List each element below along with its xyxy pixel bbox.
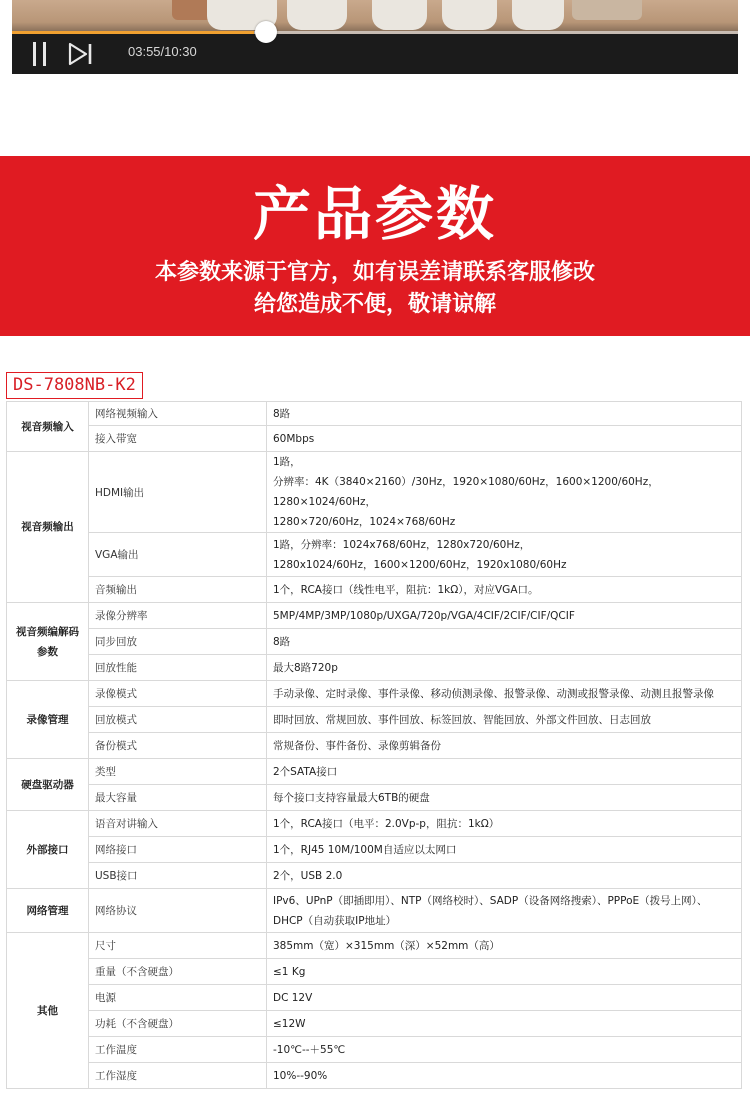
spec-item-name: 功耗（不含硬盘）	[89, 1011, 267, 1037]
spec-item-name: USB接口	[89, 863, 267, 889]
spec-item-value: 最大8路720p	[267, 655, 742, 681]
spec-row	[7, 452, 742, 533]
spec-item-value: 2个SATA接口	[267, 759, 742, 785]
spec-item-value: 60Mbps	[267, 426, 742, 452]
video-frame-detail	[512, 0, 564, 30]
spec-table	[6, 401, 742, 1089]
spec-row	[7, 402, 742, 426]
spec-item-name: 录像模式	[89, 681, 267, 707]
spec-row	[7, 681, 742, 707]
spec-item-value: 2个，USB 2.0	[267, 863, 742, 889]
spec-row	[7, 985, 742, 1011]
spec-row	[7, 533, 742, 577]
spec-value-line: 1280×720/60Hz，1024×768/60Hz	[273, 516, 456, 528]
pause-icon	[43, 42, 46, 66]
spec-group-label: 视音频输出	[7, 452, 89, 603]
next-button[interactable]	[66, 40, 94, 68]
spec-row	[7, 603, 742, 629]
banner-notice-line: 给您造成不便，敬请谅解	[253, 292, 496, 317]
spec-item-value: DC 12V	[267, 985, 742, 1011]
spec-item-value: 1个，RJ45 10M/100M自适应以太网口	[267, 837, 742, 863]
spec-row	[7, 759, 742, 785]
video-player[interactable]	[12, 0, 738, 74]
spec-item-value: 每个接口支持容量最大6TB的硬盘	[267, 785, 742, 811]
video-frame-detail	[172, 0, 212, 20]
spec-item-name: 录像分辨率	[89, 603, 267, 629]
spec-item-value	[267, 533, 742, 577]
spec-row	[7, 426, 742, 452]
spec-item-name: 接入带宽	[89, 426, 267, 452]
spec-value-line: DHCP（自动获取IP地址）	[273, 914, 397, 927]
spec-item-value	[267, 889, 742, 933]
spec-item-name: 尺寸	[89, 933, 267, 959]
spec-row	[7, 785, 742, 811]
banner-title: 产品参数	[252, 180, 497, 248]
spec-item-name: HDMI输出	[89, 452, 267, 533]
spec-value-line: IPv6、UPnP（即插即用）、NTP（网络校时）、SADP（设备网络搜索）、PPPoE（拨号上网）、	[273, 894, 708, 907]
banner-notice-line: 本参数来源于官方，如有误差请联系客服修改	[154, 260, 595, 285]
spec-row	[7, 1037, 742, 1063]
spec-item-value: ≤12W	[267, 1011, 742, 1037]
spec-item-name: 工作湿度	[89, 1063, 267, 1089]
video-control-bar	[12, 34, 738, 74]
spec-item-value: -10℃--＋55℃	[267, 1037, 742, 1063]
spec-item-name: 网络视频输入	[89, 402, 267, 426]
spec-row	[7, 959, 742, 985]
spec-item-name: 语音对讲输入	[89, 811, 267, 837]
spec-row	[7, 889, 742, 933]
spec-group-label: 外部接口	[7, 811, 89, 889]
spec-row	[7, 837, 742, 863]
spec-item-name: 同步回放	[89, 629, 267, 655]
spec-item-value: 10%--90%	[267, 1063, 742, 1089]
spec-item-name: VGA输出	[89, 533, 267, 577]
spec-group-label: 其他	[7, 933, 89, 1089]
spec-item-value: 8路	[267, 402, 742, 426]
spec-group-label: 视音频编解码参数	[7, 603, 89, 681]
spec-item-name: 电源	[89, 985, 267, 1011]
video-frame-detail	[372, 0, 427, 30]
video-frame-detail	[442, 0, 497, 30]
spec-row	[7, 707, 742, 733]
spec-row	[7, 1063, 742, 1089]
progress-fill	[12, 31, 254, 34]
spec-row	[7, 811, 742, 837]
spec-item-name: 类型	[89, 759, 267, 785]
spec-group-label: 录像管理	[7, 681, 89, 759]
spec-row	[7, 733, 742, 759]
spec-item-value: 手动录像、定时录像、事件录像、移动侦测录像、报警录像、动测或报警录像、动测且报警录像	[267, 681, 742, 707]
time-display: 03:55/10:30	[128, 44, 197, 59]
pause-icon	[33, 42, 36, 66]
spec-group-label: 视音频输入	[7, 402, 89, 452]
spec-item-name: 音频输出	[89, 577, 267, 603]
spec-row	[7, 577, 742, 603]
spec-row	[7, 933, 742, 959]
spec-row	[7, 863, 742, 889]
spec-item-value: ≤1 Kg	[267, 959, 742, 985]
spec-value-line: 1280x1024/60Hz，1600×1200/60Hz，1920x1080/60Hz	[273, 558, 567, 571]
spec-item-name: 回放模式	[89, 707, 267, 733]
spec-item-name: 网络接口	[89, 837, 267, 863]
pause-button[interactable]	[30, 42, 52, 66]
spec-row	[7, 655, 742, 681]
spec-item-name: 重量（不含硬盘）	[89, 959, 267, 985]
spec-value-line: 1路，分辨率：1024x768/60Hz，1280x720/60Hz，	[273, 538, 531, 551]
spec-value-line: 分辨率：4K（3840×2160）/30Hz，1920×1080/60Hz，1600×1200/60Hz，1280×1024/60Hz，	[273, 476, 659, 508]
spec-row	[7, 629, 742, 655]
spec-group-label: 硬盘驱动器	[7, 759, 89, 811]
video-frame-detail	[572, 0, 642, 20]
spec-row	[7, 1011, 742, 1037]
spec-item-value: 常规备份、事件备份、录像剪辑备份	[267, 733, 742, 759]
video-frame-detail	[287, 0, 347, 30]
spec-item-name: 网络协议	[89, 889, 267, 933]
spec-item-value: 385mm（宽）×315mm（深）×52mm（高）	[267, 933, 742, 959]
spec-item-value: 即时回放、常规回放、事件回放、标签回放、智能回放、外部文件回放、日志回放	[267, 707, 742, 733]
spec-value-line: 1路，	[273, 456, 301, 468]
spec-item-name: 最大容量	[89, 785, 267, 811]
spec-item-name: 备份模式	[89, 733, 267, 759]
spec-item-name: 回放性能	[89, 655, 267, 681]
spec-item-value: 8路	[267, 629, 742, 655]
model-number-tag: DS-7808NB-K2	[6, 372, 143, 399]
spec-item-value	[267, 452, 742, 533]
spec-item-value: 1个，RCA接口（电平：2.0Vp-p，阻抗：1kΩ）	[267, 811, 742, 837]
spec-group-label: 网络管理	[7, 889, 89, 933]
params-banner	[0, 156, 750, 336]
progress-bar[interactable]	[12, 31, 738, 34]
spec-item-value: 1个，RCA接口（线性电平，阻抗：1kΩ），对应VGA口。	[267, 577, 742, 603]
progress-handle[interactable]	[255, 21, 277, 43]
spec-item-name: 工作温度	[89, 1037, 267, 1063]
spec-item-value: 5MP/4MP/3MP/1080p/UXGA/720p/VGA/4CIF/2CIF/CIF/QCIF	[267, 603, 742, 629]
